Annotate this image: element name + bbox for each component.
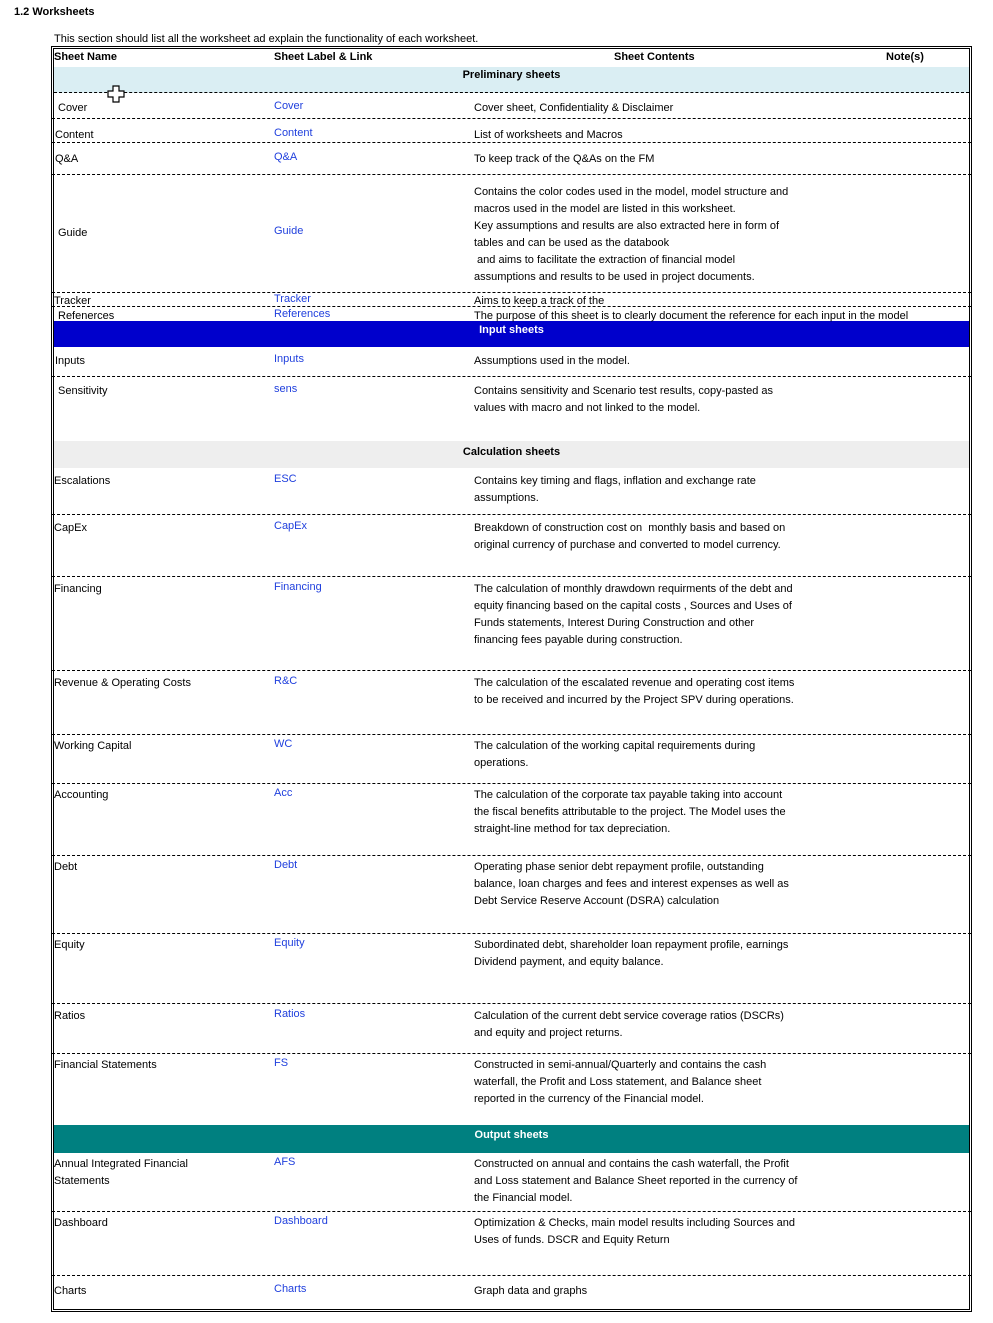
header-sheet-contents: Sheet Contents — [614, 51, 695, 63]
sheet-contents-cell: Contains key timing and flags, inflation and exchange rate assumptions. — [474, 475, 756, 504]
table-row — [52, 1211, 971, 1275]
sheet-name-cell: Financing — [54, 583, 102, 595]
sheet-name-cell: Dashboard — [54, 1217, 108, 1229]
table-row — [52, 376, 971, 441]
table-row — [52, 292, 971, 306]
sheet-link[interactable]: Content — [274, 127, 313, 139]
sheet-contents-cell: Constructed in semi-annual/Quarterly and contains the cash waterfall, the Profit and Loss statement, and Balance sheet reported in the currency of the Financial model. — [474, 1059, 767, 1105]
header-sheet-label: Sheet Label & Link — [274, 51, 373, 63]
table-row — [52, 576, 971, 670]
sheet-link[interactable]: sens — [274, 383, 298, 395]
sheet-link[interactable]: Financing — [274, 581, 322, 593]
table-row — [52, 514, 971, 576]
sheet-contents-cell: To keep track of the Q&As on the FM — [474, 153, 655, 165]
sheet-link[interactable]: Ratios — [274, 1008, 306, 1020]
sheet-name-cell: Financial Statements — [54, 1059, 157, 1071]
band-preliminary: Preliminary sheets — [54, 67, 969, 93]
sheet-contents-cell: The purpose of this sheet is to clearly document the reference for each input in the model — [474, 310, 909, 322]
sheet-contents-cell: Graph data and graphs — [474, 1285, 588, 1297]
sheet-contents-cell: Breakdown of construction cost on monthly basis and based on original currency of purchase and converted to model currency. — [474, 522, 786, 551]
sheet-name-cell: Equity — [54, 939, 85, 951]
sheet-name-cell: Cover — [58, 102, 88, 114]
sheet-name-cell: Sensitivity — [58, 385, 108, 397]
worksheet-table — [51, 46, 972, 1312]
sheet-link[interactable]: Tracker — [274, 293, 311, 305]
sheet-name-cell: Revenue & Operating Costs — [54, 677, 191, 689]
sheet-link[interactable]: Inputs — [274, 353, 304, 365]
sheet-contents-cell: The calculation of the escalated revenue and operating cost items to be received and incurred by the Project SPV during operations. — [474, 677, 795, 706]
sheet-contents-cell: Assumptions used in the model. — [474, 355, 630, 367]
sheet-contents-cell: Constructed on annual and contains the cash waterfall, the Profit and Loss statement and Balance Sheet reported in the currency of the Financial model. — [474, 1158, 798, 1204]
sheet-link[interactable]: Acc — [274, 787, 293, 799]
table-row — [52, 174, 971, 292]
table-row — [52, 92, 971, 118]
table-row — [52, 783, 971, 855]
sheet-name-cell: Working Capital — [54, 740, 132, 752]
sheet-name-cell: Escalations — [54, 475, 111, 487]
sheet-name-cell: Annual Integrated Financial Statements — [54, 1158, 188, 1187]
sheet-name-cell: Refenerces — [58, 310, 115, 322]
table-row — [52, 933, 971, 1003]
sheet-contents-cell: Contains the color codes used in the model, model structure and macros used in the model are listed in this worksheet. Key assumptions and results are also extracted here in form of tables and can be used as the databook and aims to facilitate the extraction of financial model assumptions and results to be used in project documents. — [474, 186, 789, 283]
table-row — [52, 118, 971, 142]
sheet-contents-cell: Calculation of the current debt service coverage ratios (DSCRs) and equity and project returns. — [474, 1010, 784, 1039]
sheet-name-cell: Debt — [54, 861, 78, 873]
sheet-link[interactable]: Guide — [274, 225, 304, 237]
band-calculation: Calculation sheets — [54, 441, 969, 468]
sheet-link[interactable]: AFS — [274, 1156, 296, 1168]
sheet-name-cell: Charts — [54, 1285, 87, 1297]
sheet-name-cell: Guide — [58, 227, 88, 239]
table-header — [52, 49, 971, 66]
header-notes: Note(s) — [886, 51, 924, 63]
sheet-link[interactable]: FS — [274, 1057, 289, 1069]
sheet-link[interactable]: CapEx — [274, 520, 308, 532]
sheet-name-cell: Q&A — [55, 153, 79, 165]
section-intro: This section should list all the worksheet ad explain the functionality of each worksheet. — [54, 33, 479, 45]
sheet-name-cell: Tracker — [54, 295, 91, 307]
sheet-link[interactable]: Debt — [274, 859, 298, 871]
sheet-link[interactable]: Q&A — [274, 151, 298, 163]
band-output: Output sheets — [54, 1125, 969, 1153]
table-row — [52, 1153, 971, 1211]
sheet-contents-cell: The calculation of the working capital requirements during operations. — [474, 740, 756, 769]
sheet-contents-cell: Subordinated debt, shareholder loan repayment profile, earnings Dividend payment, and equity balance. — [474, 939, 789, 968]
table-row — [52, 468, 971, 514]
sheet-name-cell: CapEx — [54, 522, 88, 534]
sheet-link[interactable]: Charts — [274, 1283, 307, 1295]
sheet-name-cell: Ratios — [54, 1010, 86, 1022]
table-row — [52, 670, 971, 734]
sheet-contents-cell: Aims to keep a track of the — [474, 295, 605, 307]
sheet-name-cell: Inputs — [55, 355, 85, 367]
header-sheet-name: Sheet Name — [54, 51, 117, 63]
sheet-link[interactable]: ESC — [274, 473, 297, 485]
table-row — [52, 1275, 971, 1311]
sheet-contents-cell: Contains sensitivity and Scenario test results, copy-pasted as values with macro and not linked to the model. — [474, 385, 773, 414]
sheet-link[interactable]: References — [274, 308, 331, 320]
sheet-contents-cell: The calculation of the corporate tax payable taking into account the fiscal benefits attributable to the project. The Model uses the straight-line method for tax depreciation. — [474, 789, 786, 835]
sheet-link[interactable]: WC — [274, 738, 293, 750]
table-row — [52, 306, 971, 321]
sheet-link[interactable]: R&C — [274, 675, 298, 687]
sheet-contents-cell: Cover sheet, Confidentiality & Disclaimer — [474, 102, 674, 114]
table-row — [52, 347, 971, 376]
sheet-link[interactable]: Cover — [274, 100, 304, 112]
sheet-link[interactable]: Equity — [274, 937, 305, 949]
sheet-link[interactable]: Dashboard — [274, 1215, 328, 1227]
sheet-contents-cell: Optimization & Checks, main model results including Sources and Uses of funds. DSCR and Equity Return — [474, 1217, 795, 1246]
table-row — [52, 142, 971, 174]
sheet-name-cell: Accounting — [54, 789, 109, 801]
sheet-contents-cell: The calculation of monthly drawdown requirments of the debt and equity financing based on the capital costs , Sources and Uses of Funds statements, Interest During Construction and other financing fees payable during construction. — [474, 583, 793, 646]
move-cursor-icon — [107, 85, 125, 103]
table-row — [52, 1053, 971, 1125]
sheet-contents-cell: Operating phase senior debt repayment profile, outstanding balance, loan charges and fees and interest expenses as well as Debt Service Reserve Account (DSRA) calculation — [474, 861, 789, 907]
section-title: 1.2 Worksheets — [14, 6, 95, 18]
sheet-contents-cell: List of worksheets and Macros — [474, 129, 623, 141]
band-input: Input sheets — [54, 321, 969, 347]
sheet-name-cell: Content — [55, 129, 94, 141]
table-row — [52, 855, 971, 933]
table-row — [52, 1003, 971, 1053]
table-row — [52, 734, 971, 783]
